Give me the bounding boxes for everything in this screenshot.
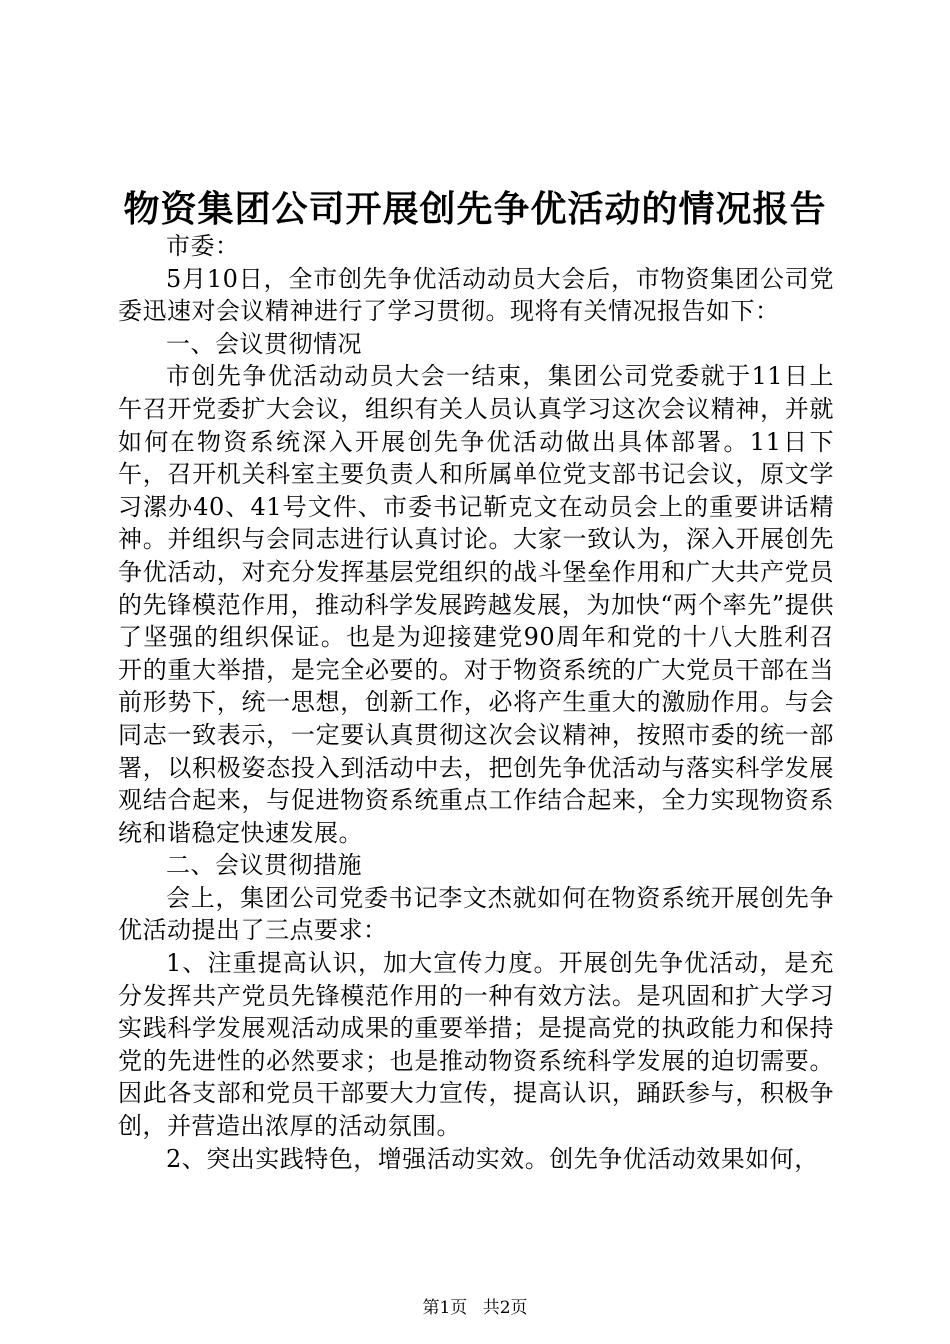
paragraph-section-2-intro: 会上，集团公司党委书记李文杰就如何在物资系统开展创先争优活动提出了三点要求：: [118, 883, 834, 945]
document-title: 物资集团公司开展创先争优活动的情况报告: [123, 188, 827, 230]
page-number: 第1页: [422, 1298, 468, 1318]
section-heading-1: 一、会议贯彻情况: [166, 329, 362, 358]
paragraph-intro: 5月10日，全市创先争优活动动员大会后，市物资集团公司党委迅速对会议精神进行了学习贯彻。现将有关情况报告如下：: [118, 264, 834, 326]
document-body: [118, 230, 834, 1175]
paragraph-requirement-1: 1、注重提高认识，加大宣传力度。开展创先争优活动，是充分发挥共产党员先锋模范作用的一种有效方法。是巩固和扩大学习实践科学发展观活动成果的重要举措；是提高党的执政能力和保持党的先进性的必然要求；也是推动物资系统科学发展的迫切需要。因此各支部和党员干部要大力宣传，提高认识，踊跃参与，积极争创，并营造出浓厚的活动氛围。: [118, 949, 834, 1141]
paragraph-section-1: 市创先争优活动动员大会一结束，集团公司党委就于11日上午召开党委扩大会议，组织有关人员认真学习这次会议精神，并就如何在物资系统深入开展创先争优活动做出具体部署。11日下午，召开机关科室主要负责人和所属单位党支部书记会议，原文学习漯办40、41号文件、市委书记靳克文在动员会上的重要讲话精神。并组织与会同志进行认真讨论。大家一致认为，深入开展创先争优活动，对充分发挥基层党组织的战斗堡垒作用和广大共产党员的先锋模范作用，推动科学发展跨越发展，为加快“两个率先”提供了坚强的组织保证。也是为迎接建党90周年和党的十八大胜利召开的重大举措，是完全必要的。对于物资系统的广大党员干部在当前形势下，统一思想，创新工作，必将产生重大的激励作用。与会同志一致表示，一定要认真贯彻这次会议精神，按照市委的统一部署，以积极姿态投入到活动中去，把创先争优活动与落实科学发展观结合起来，与促进物资系统重点工作结合起来，全力实现物资系统和谐稳定快速发展。: [118, 362, 834, 847]
page-footer: [0, 1296, 950, 1320]
salutation: 市委：: [166, 232, 240, 260]
paragraph-requirement-2: 2、突出实践特色，增强活动实效。创先争优活动效果如何，: [166, 1144, 819, 1173]
page-total: 共2页: [482, 1298, 528, 1318]
section-heading-2: 二、会议贯彻措施: [166, 851, 362, 880]
